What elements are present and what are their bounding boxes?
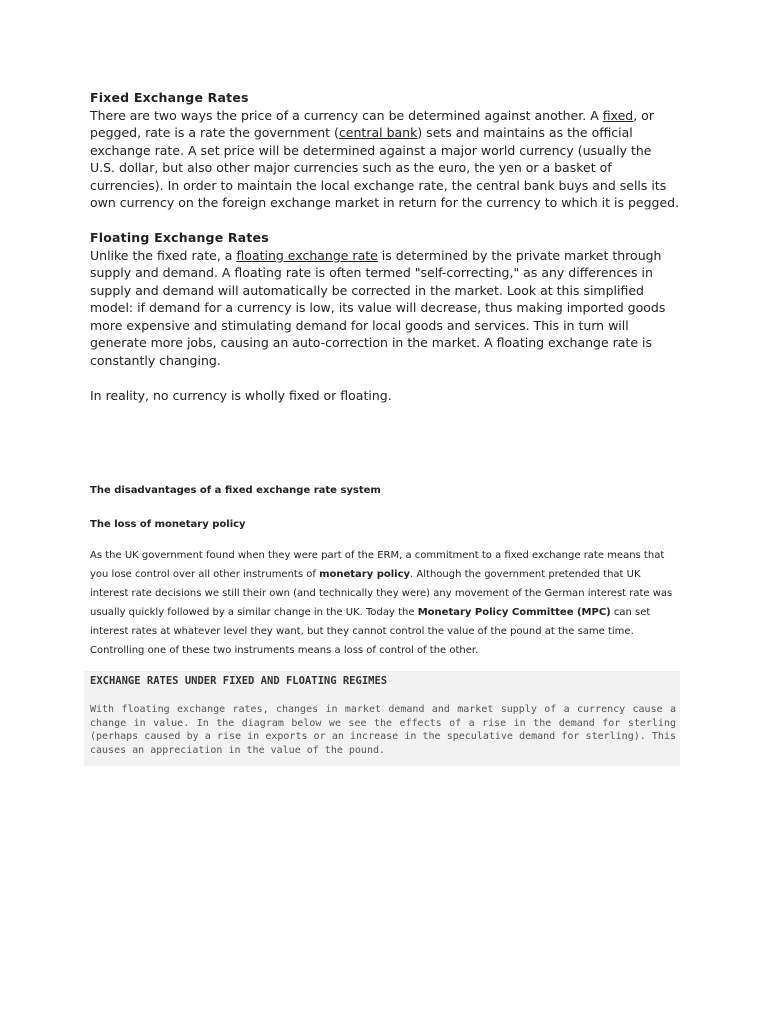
regimes-box xyxy=(84,671,680,766)
monetary-policy-paragraph xyxy=(90,546,680,660)
exchange-rate-types-section xyxy=(90,89,680,404)
regimes-paragraph: With floating exchange rates, changes in market demand and market supply of a currency cause a change in value. In the diagram below we see the effects of a rise in the demand for sterling (perhaps caused by a rise in exports or an increase in the speculative demand for sterling). This causes an appreciation in the value of the pound. xyxy=(90,704,676,756)
fixed-text-a: There are two ways the price of a currency can be determined against another. A xyxy=(90,107,603,123)
floating-exchange-rate-link[interactable]: floating exchange rate xyxy=(236,247,378,263)
fixed-heading: Fixed Exchange Rates xyxy=(90,90,249,105)
spacer xyxy=(90,369,680,387)
fixed-paragraph xyxy=(90,107,680,212)
regimes-heading: EXCHANGE RATES UNDER FIXED AND FLOATING REGIMES xyxy=(90,675,388,687)
mp-text-2: . Although the government pretended that UK interest rate decisions we still their own (and technically they were) any movement of the German interest rate was usually quickly followed by a similar change in the UK. Today the xyxy=(90,569,673,618)
monetary-policy-subheading: The loss of monetary policy xyxy=(90,519,246,530)
floating-text-b: is determined by the private market through supply and demand. A floating rate is often termed "self-correcting," as any differences in supply and demand will automatically be corrected in the market. Look at this simplified model: if demand for a currency is low, its value will decrease, thus making imported goods more expensive and stimulating demand for local goods and services. This in turn will generate more jobs, causing an auto-correction in the market. A floating exchange rate is constantly changing. xyxy=(90,247,666,368)
reality-paragraph: In reality, no currency is wholly fixed or floating. xyxy=(90,387,392,403)
spacer xyxy=(90,212,680,230)
fixed-text-b: , or pegged, rate is a rate the government ( xyxy=(90,107,654,140)
fixed-text-c: ) sets and maintains as the official exchange rate. A set price will be determined against a major world currency (usually the U.S. dollar, but also other major currencies such as the euro, the yen or a basket of currencies). In order to maintain the local exchange rate, the central bank buys and sells its own currency on the foreign exchange market in return for the currency to which it is pegged. xyxy=(90,125,680,210)
mpc-bold: Monetary Policy Committee (MPC) xyxy=(417,607,611,618)
mp-text-3: can set interest rates at whatever level they want, but they cannot control the value of the pound at the same time. Controlling one of these two instruments means a loss of control of the other. xyxy=(90,607,651,656)
monetary-policy-bold: monetary policy xyxy=(319,569,411,580)
floating-paragraph xyxy=(90,247,680,370)
disadvantages-section xyxy=(90,484,680,660)
disadvantages-heading: The disadvantages of a fixed exchange rate system xyxy=(90,485,381,496)
central-bank-link[interactable]: central bank xyxy=(338,125,418,140)
floating-text-a: Unlike the fixed rate, a xyxy=(90,247,237,263)
fixed-link[interactable]: fixed xyxy=(602,107,634,123)
floating-heading: Floating Exchange Rates xyxy=(90,230,269,245)
mp-text-1: As the UK government found when they were part of the ERM, a commitment to a fixed exchange rate means that you lose control over all other instruments of xyxy=(90,550,665,580)
